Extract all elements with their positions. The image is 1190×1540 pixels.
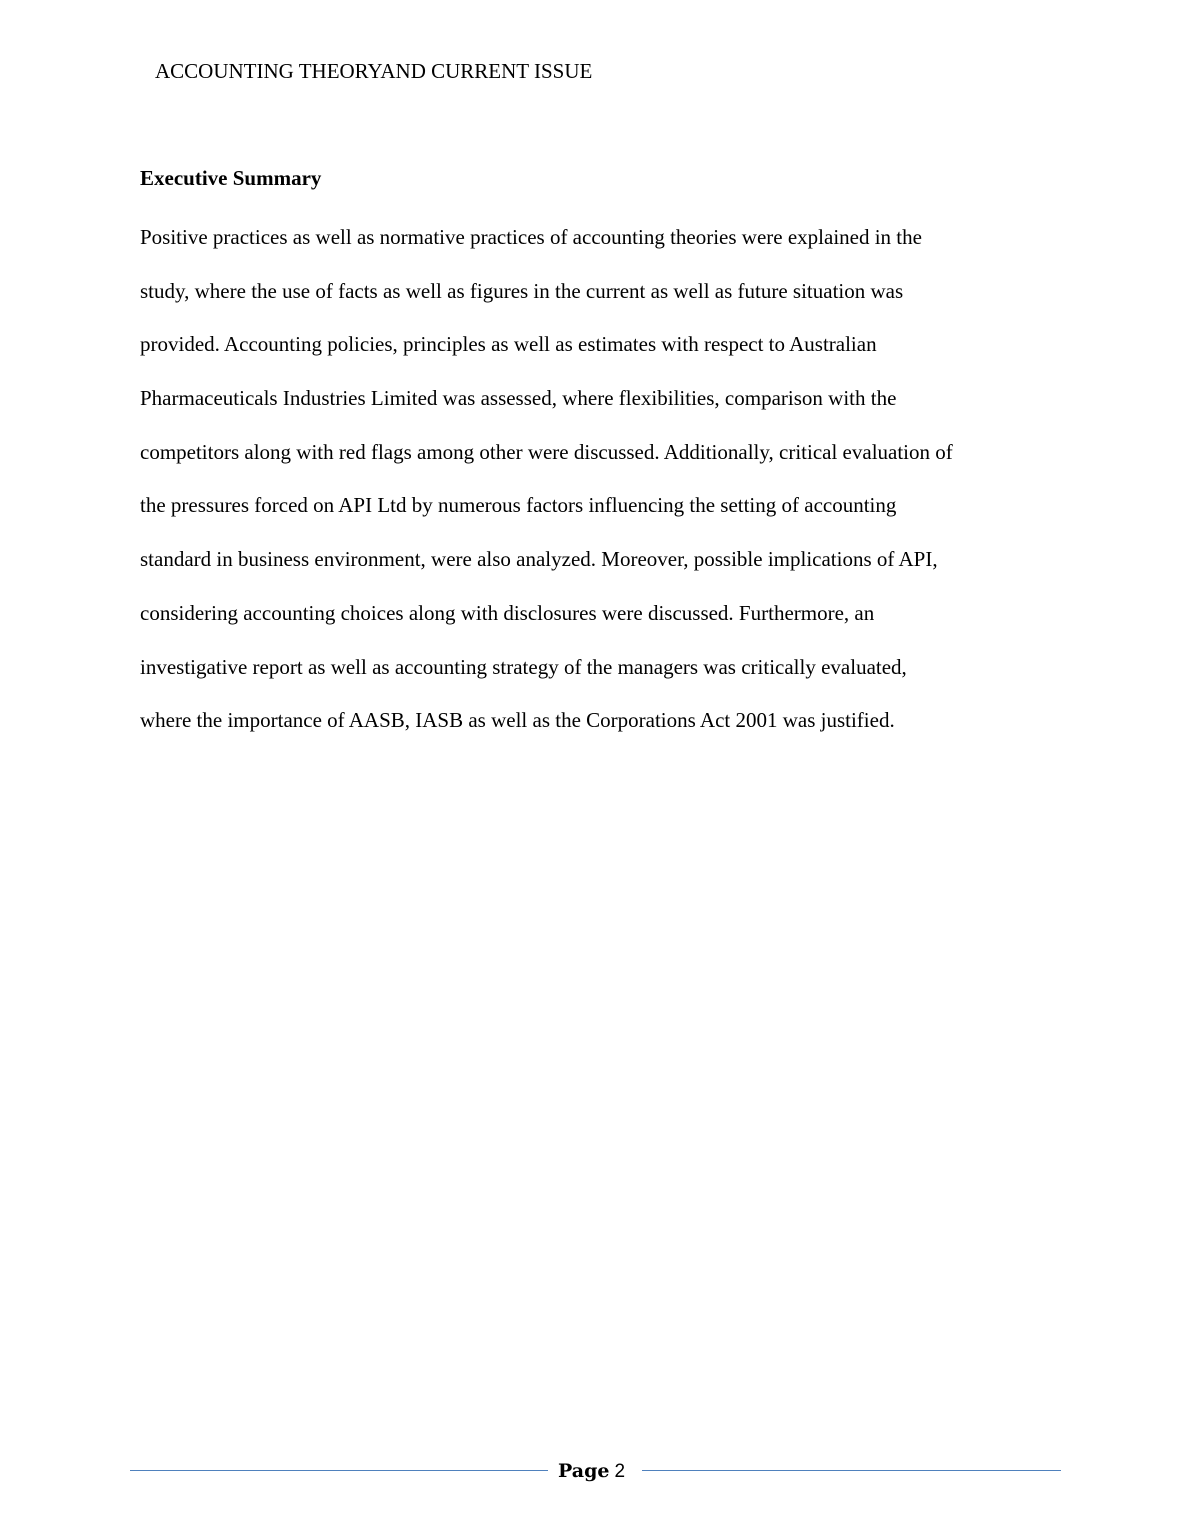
page-word: Page bbox=[558, 1460, 610, 1482]
footer-rule-left bbox=[130, 1470, 548, 1471]
section-heading: Executive Summary bbox=[140, 166, 322, 190]
page-number-label bbox=[558, 1458, 625, 1485]
paragraph-line: provided. Accounting policies, principles as well as estimates with respect to Australian bbox=[140, 332, 877, 357]
paragraph-line: the pressures forced on API Ltd by numerous factors influencing the setting of accounting bbox=[140, 493, 897, 518]
paragraph-line: Pharmaceuticals Industries Limited was assessed, where flexibilities, comparison with the bbox=[140, 386, 897, 411]
paragraph-line: investigative report as well as accounting strategy of the managers was critically evaluated, bbox=[140, 654, 907, 679]
footer-rule-right bbox=[642, 1470, 1061, 1471]
body-paragraph bbox=[140, 223, 1060, 760]
running-header: ACCOUNTING THEORYAND CURRENT ISSUE bbox=[155, 59, 593, 83]
paragraph-line: where the importance of AASB, IASB as well as the Corporations Act 2001 was justified. bbox=[140, 708, 895, 733]
page-footer bbox=[130, 1458, 1061, 1484]
paragraph-line: standard in business environment, were also analyzed. Moreover, possible implications of API, bbox=[140, 547, 938, 572]
page-number: 2 bbox=[614, 1461, 626, 1482]
paragraph-line: considering accounting choices along with disclosures were discussed. Furthermore, an bbox=[140, 600, 875, 625]
paragraph-line: Positive practices as well as normative practices of accounting theories were explained in the bbox=[140, 225, 922, 249]
paragraph-line: competitors along with red flags among other were discussed. Additionally, critical evaluation of bbox=[140, 439, 953, 464]
paragraph-line: study, where the use of facts as well as figures in the current as well as future situation was bbox=[140, 278, 904, 303]
